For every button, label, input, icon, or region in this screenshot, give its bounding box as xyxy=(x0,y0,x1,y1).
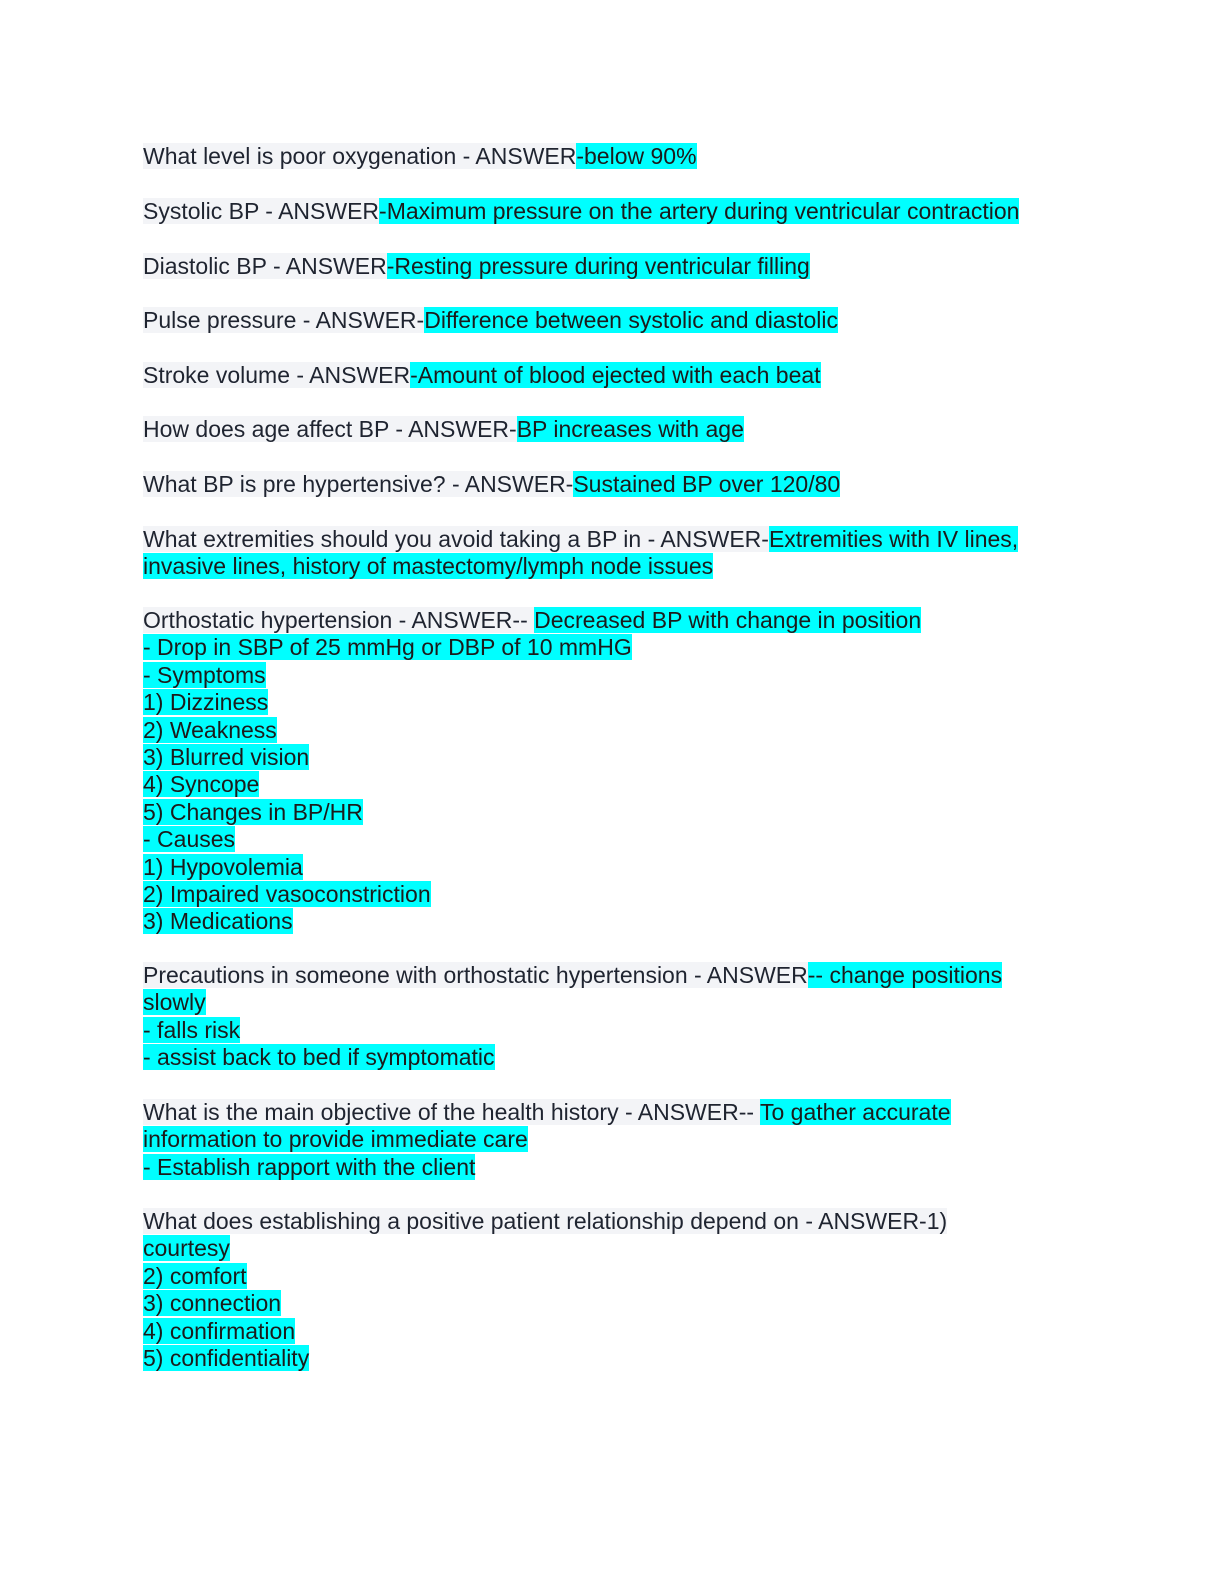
answer-line: information to provide immediate care xyxy=(143,1126,528,1153)
qa-item xyxy=(143,253,1063,280)
answer-line: - Symptoms xyxy=(143,661,266,688)
qa-item xyxy=(143,1208,1063,1372)
answer-line: 2) comfort xyxy=(143,1262,247,1289)
question-text: Precautions in someone with orthostatic hypertension - ANSWER xyxy=(143,962,808,988)
answer-line: 4) Syncope xyxy=(143,771,260,798)
answer-highlight: -Maximum pressure on the artery during ventricular contraction xyxy=(379,198,1020,224)
answer-highlight: To gather accurate xyxy=(760,1099,951,1125)
answer-line: - Drop in SBP of 25 mmHg or DBP of 10 mmHG xyxy=(143,634,632,661)
answer-highlight: Decreased BP with change in position xyxy=(534,607,922,633)
answer-highlight: -Resting pressure during ventricular filling xyxy=(386,253,810,279)
answer-line: slowly xyxy=(143,989,206,1016)
answer-line: invasive lines, history of mastectomy/lymph node issues xyxy=(143,553,714,580)
qa-item xyxy=(143,307,1063,334)
answer-line: - Establish rapport with the client xyxy=(143,1153,476,1180)
answer-line: 5) Changes in BP/HR xyxy=(143,798,363,825)
qa-item xyxy=(143,198,1063,225)
answer-line: 3) connection xyxy=(143,1290,282,1317)
answer-line: 4) confirmation xyxy=(143,1317,296,1344)
answer-highlight: -- change positions xyxy=(807,962,1003,988)
answer-highlight: BP increases with age xyxy=(516,416,744,442)
qa-item xyxy=(143,143,1063,170)
question-text: What does establishing a positive patient relationship depend on - ANSWER-1) xyxy=(143,1208,948,1234)
answer-line: - assist back to bed if symptomatic xyxy=(143,1044,495,1071)
qa-item xyxy=(143,526,1063,581)
answer-highlight: -Amount of blood ejected with each beat xyxy=(410,362,821,388)
answer-line: - falls risk xyxy=(143,1016,241,1043)
qa-item xyxy=(143,607,1063,936)
answer-line: 2) Weakness xyxy=(143,716,277,743)
question-text: Stroke volume - ANSWER xyxy=(143,362,411,388)
qa-item xyxy=(143,362,1063,389)
answer-line: 2) Impaired vasoconstriction xyxy=(143,881,431,908)
qa-item xyxy=(143,1099,1063,1181)
question-text: What extremities should you avoid taking a BP in - ANSWER- xyxy=(143,526,769,552)
question-text: Diastolic BP - ANSWER xyxy=(143,253,387,279)
answer-highlight: -below 90% xyxy=(576,143,697,169)
answer-line: 3) Blurred vision xyxy=(143,744,310,771)
answer-line: - Causes xyxy=(143,826,236,853)
question-text: Pulse pressure - ANSWER- xyxy=(143,307,425,333)
question-text: What is the main objective of the health history - ANSWER-- xyxy=(143,1099,760,1125)
qa-item xyxy=(143,416,1063,443)
answer-line: 3) Medications xyxy=(143,908,293,935)
question-text: Systolic BP - ANSWER xyxy=(143,198,380,224)
answer-highlight: Extremities with IV lines, xyxy=(768,526,1019,552)
qa-item xyxy=(143,471,1063,498)
question-text: What BP is pre hypertensive? - ANSWER- xyxy=(143,471,574,497)
answer-line: 1) Hypovolemia xyxy=(143,853,303,880)
question-text: How does age affect BP - ANSWER- xyxy=(143,416,517,442)
question-text: What level is poor oxygenation - ANSWER xyxy=(143,143,577,169)
answer-line: 5) confidentiality xyxy=(143,1345,310,1372)
answer-highlight: Sustained BP over 120/80 xyxy=(573,471,841,497)
question-text: Orthostatic hypertension - ANSWER-- xyxy=(143,607,535,633)
answer-line: 1) Dizziness xyxy=(143,689,269,716)
answer-highlight: Difference between systolic and diastolic xyxy=(424,307,839,333)
qa-item xyxy=(143,962,1063,1072)
answer-line: courtesy xyxy=(143,1235,230,1262)
